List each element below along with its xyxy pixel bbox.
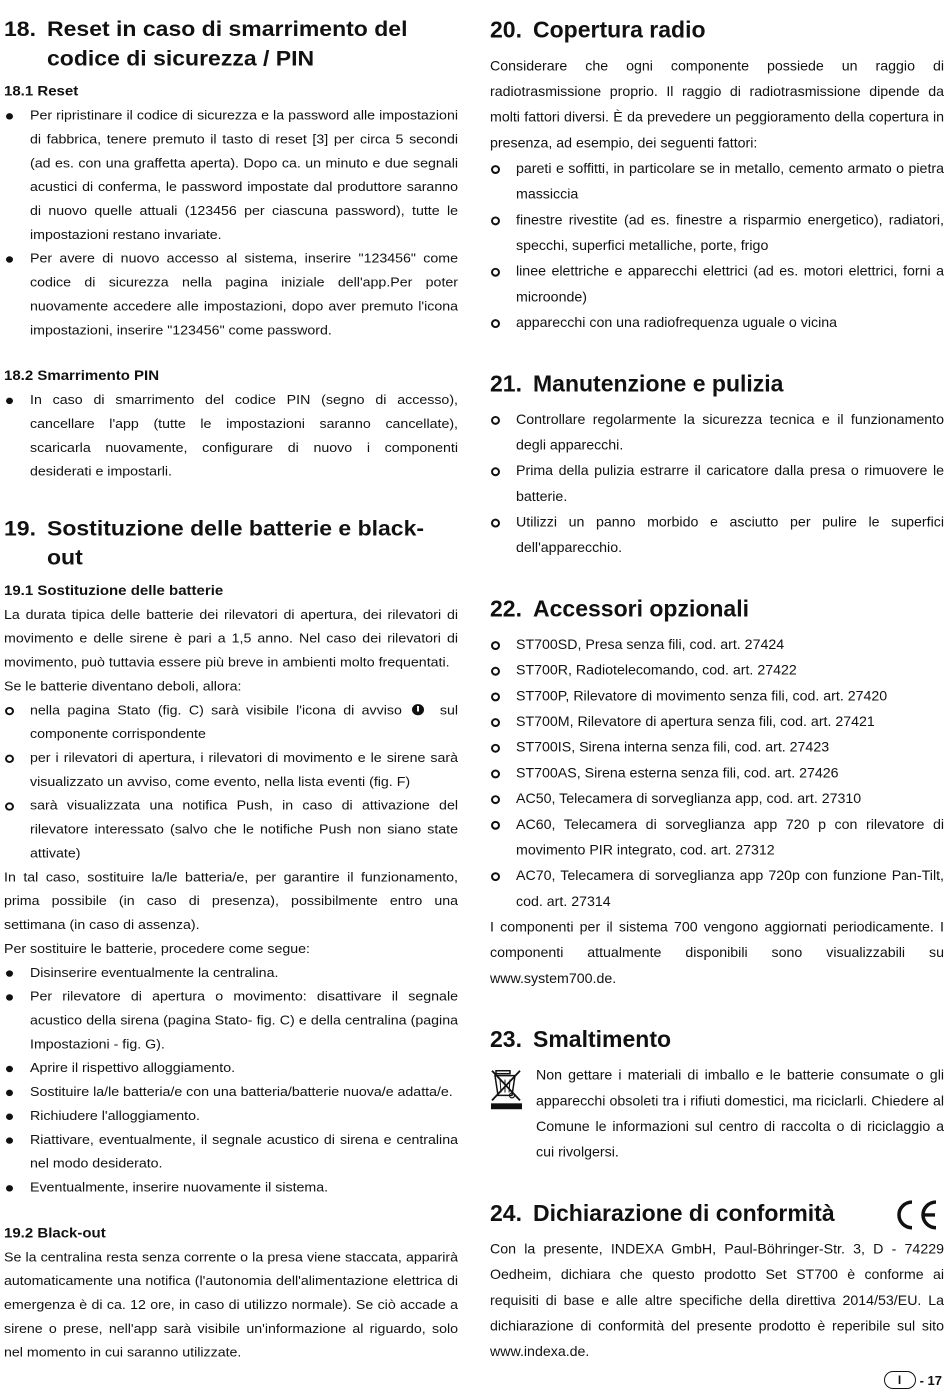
list-item: Disinserire eventualmente la centralina. — [4, 961, 458, 985]
warning-circle-icon — [412, 704, 424, 715]
section-18-title: Reset in caso di smarrimento del codice di sicurezza / PIN — [47, 16, 408, 70]
list-item: per i rilevatori di apertura, i rilevatori di movimento e le sirene sarà visualizzato un avviso, come evento, nella lista eventi (fig. F) — [4, 746, 458, 794]
list-item: Prima della pulizia estrarre il caricatore dalla presa o rimuovere le batterie. — [490, 458, 944, 509]
list-item: Riattivare, eventualmente, il segnale acustico di sirena e centralina nel modo desiderato. — [4, 1128, 458, 1176]
section-20-heading — [490, 14, 944, 46]
conformity-text: Con la presente, INDEXA GmbH, Paul-Böhringer-Str. 3, D - 74229 Oedheim, dichiara che questo prodotto Set ST700 è conforme ai requisiti di base e alle altre specifiche della direttiva 2014/53/EU. La dichiarazione di conformità del presente prodotto è reperibile sul sito www.indexa.de. — [490, 1241, 944, 1361]
list-item: ST700IS, Sirena interna senza fili, cod. art. 27423 — [490, 735, 944, 761]
pin-loss-list — [4, 388, 458, 483]
list-item: Richiudere l'alloggiamento. — [4, 1104, 458, 1128]
battery-weak-text: Se le batterie diventano deboli, allora: — [4, 679, 242, 695]
subsection-19-2-title: 19.2 Black-out — [4, 1225, 106, 1242]
radio-factors-list — [490, 156, 944, 336]
section-24-heading — [490, 1197, 835, 1229]
list-item-text: nella pagina Stato (fig. C) sarà visibile l'icona di avviso — [30, 703, 402, 718]
section-18-heading — [4, 14, 458, 73]
list-item: Eventualmente, inserire nuovamente il sistema. — [4, 1176, 458, 1200]
page-number: - 17 — [919, 1372, 942, 1388]
disposal-text: Non gettare i materiali di imballo e le batterie consumate o gli apparecchi obsoleti tra i rifiuti domestici, ma riciclarli. Chiedere al Comune le informazioni sul centro di raccolta o di riciclaggio a cui rivolgersi. — [536, 1067, 944, 1161]
battery-procedure-text: Per sostituire le batterie, procedere come segue: — [4, 941, 310, 957]
list-item: apparecchi con una radiofrequenza uguale o vicina — [490, 310, 944, 336]
list-item: finestre rivestite (ad es. finestre a risparmio energetico), radiatori, specchi, superfici metalliche, porte, frigo — [490, 208, 944, 259]
section-22-heading — [490, 593, 944, 625]
subsection-19-1-title: 19.1 Sostituzione delle batterie — [4, 583, 224, 599]
section-18 — [4, 14, 458, 484]
section-24 — [490, 1197, 944, 1365]
subsection-18-1-title: 18.1 Reset — [4, 83, 79, 100]
battery-intro: La durata tipica delle batterie dei rilevatori di apertura, dei rilevatori di movimento e delle sirene è pari a 1,5 anno. Nel caso dei rilevatori di movimento, può tuttavia essere più breve in ambienti molto frequentati. — [4, 607, 458, 671]
list-item: ST700M, Rilevatore di apertura senza fili, cod. art. 27421 — [490, 709, 944, 735]
list-item: Sostituire la/le batteria/e con una batteria/batterie nuova/e adatta/e. — [4, 1080, 458, 1104]
accessories-outro: I componenti per il sistema 700 vengono aggiornati periodicamente. I componenti attualmente disponibili sono visualizzabili su www.system700.de. — [490, 919, 944, 987]
list-item: Controllare regolarmente la sicurezza tecnica e il funzionamento degli apparecchi. — [490, 407, 944, 458]
radio-intro: Considerare che ogni componente possiede un raggio di radiotrasmissione proprio. Il raggio di radiotrasmissione dipende da molti fattori diversi. È da prevedere un peggioramento della copertura in presenza, ad esempio, dei seguenti fattori: — [490, 58, 944, 152]
crossed-bin-icon — [490, 1063, 536, 1166]
list-item: Aprire il rispettivo alloggiamento. — [4, 1057, 458, 1081]
list-item: ST700R, Radiotelecomando, cod. art. 27422 — [490, 658, 944, 684]
blackout-text: Se la centralina resta senza corrente o la presa viene staccata, apparirà automaticamente una notifica (l'autonomia dell'alimentazione elettrica di emergenza è di ca. 12 ore, in caso di utilizzo normale). Se ciò accade a sirene o prese, nell'app sarà visibile un'informazione al riguardo, solo nel momento in cui saranno utilizzate. — [4, 1250, 458, 1361]
section-21-heading — [490, 368, 944, 400]
left-column — [4, 14, 458, 1365]
section-21-title: Manutenzione e pulizia — [533, 370, 784, 397]
list-item: ST700AS, Sirena esterna senza fili, cod. art. 27426 — [490, 761, 944, 787]
section-24-title: Dichiarazione di conformità — [533, 1200, 835, 1226]
list-item: Per rilevatore di apertura o movimento: disattivare il segnale acustico della sirena (pagina Stato- fig. C) e della centralina (pagina Impostazioni - fig. G). — [4, 985, 458, 1057]
battery-weak-list — [4, 699, 458, 866]
reset-list — [4, 104, 458, 343]
list-item-text: sul componente corrispondente — [30, 703, 458, 742]
section-22-number: 22. — [490, 595, 522, 622]
list-item: AC70, Telecamera di sorveglianza app 720p con funzione Pan-Tilt, cod. art. 27314 — [490, 863, 944, 914]
accessories-list — [490, 632, 944, 914]
list-item: Per ripristinare il codice di sicurezza e la password alle impostazioni di fabbrica, tenere premuto il tasto di reset [3] per circa 5 secondi (ad es. con una graffetta aperta). Dopo ca. un minuto e due segnali acustici di conferma, le password impostate dal produttore saranno di nuovo quelle attuali (123456 per ciascuna password), tutte le impostazioni restano invariate. — [4, 104, 458, 247]
subsection-18-2-title: 18.2 Smarrimento PIN — [4, 368, 160, 384]
list-item: ST700SD, Presa senza fili, cod. art. 27424 — [490, 632, 944, 658]
list-item: Per avere di nuovo accesso al sistema, inserire "123456" come codice di sicurezza nella pagina iniziale dell'app.Per poter nuovamente accedere alle impostazioni, dopo aver premuto l'icona impostazioni, inserire "123456" come password. — [4, 247, 458, 342]
language-badge: I — [884, 1371, 916, 1389]
list-item: Utilizzi un panno morbido e asciutto per pulire le superfici dell'apparecchio. — [490, 510, 944, 561]
section-23-heading — [490, 1023, 944, 1055]
section-19-heading — [4, 513, 458, 572]
list-item: linee elettriche e apparecchi elettrici (ad es. motori elettrici, forni a microonde) — [490, 259, 944, 310]
section-21 — [490, 368, 944, 562]
list-item: pareti e soffitti, in particolare se in metallo, cemento armato o pietra massiccia — [490, 156, 944, 207]
battery-case-text: In tal caso, sostituire la/le batteria/e, per garantire il funzionamento, prima possibile (in caso di presenza), possibilmente entro una settimana (in caso di assenza). — [4, 870, 458, 933]
section-24-number: 24. — [490, 1200, 522, 1226]
list-item: ST700P, Rilevatore di movimento senza fili, cod. art. 27420 — [490, 684, 944, 710]
list-item: AC60, Telecamera di sorveglianza app 720 p con rilevatore di movimento PIR integrato, cod. art. 27312 — [490, 812, 944, 863]
section-19 — [4, 513, 458, 1365]
section-21-number: 21. — [490, 370, 522, 397]
page-footer — [884, 1371, 942, 1389]
section-19-title: Sostituzione delle batterie e black-out — [47, 516, 425, 570]
disposal-block — [490, 1063, 944, 1166]
battery-steps-list — [4, 961, 458, 1200]
right-column — [490, 14, 944, 1365]
section-23 — [490, 1023, 944, 1165]
section-22 — [490, 593, 944, 992]
section-23-title: Smaltimento — [533, 1026, 672, 1052]
list-item: In caso di smarrimento del codice PIN (segno di accesso), cancellare l'app (tutte le impostazioni saranno cancellate), scaricarla nuovamente, configurare di nuovo i componenti desiderati e impostarli. — [4, 388, 458, 483]
section-24-heading-row — [490, 1197, 944, 1237]
section-19-number: 19. — [4, 516, 36, 540]
list-item: sarà visualizzata una notifica Push, in caso di attivazione del rilevatore interessato (salvo che le notifiche Push non siano state attivate) — [4, 794, 458, 866]
section-20-number: 20. — [490, 16, 522, 43]
section-22-title: Accessori opzionali — [533, 595, 750, 622]
list-item — [4, 699, 458, 747]
list-item: AC50, Telecamera di sorveglianza app, cod. art. 27310 — [490, 786, 944, 812]
section-20 — [490, 14, 944, 336]
section-18-number: 18. — [4, 16, 36, 41]
ce-mark-icon — [890, 1198, 940, 1237]
section-20-title: Copertura radio — [533, 16, 706, 43]
section-23-number: 23. — [490, 1026, 522, 1052]
maintenance-list — [490, 407, 944, 561]
